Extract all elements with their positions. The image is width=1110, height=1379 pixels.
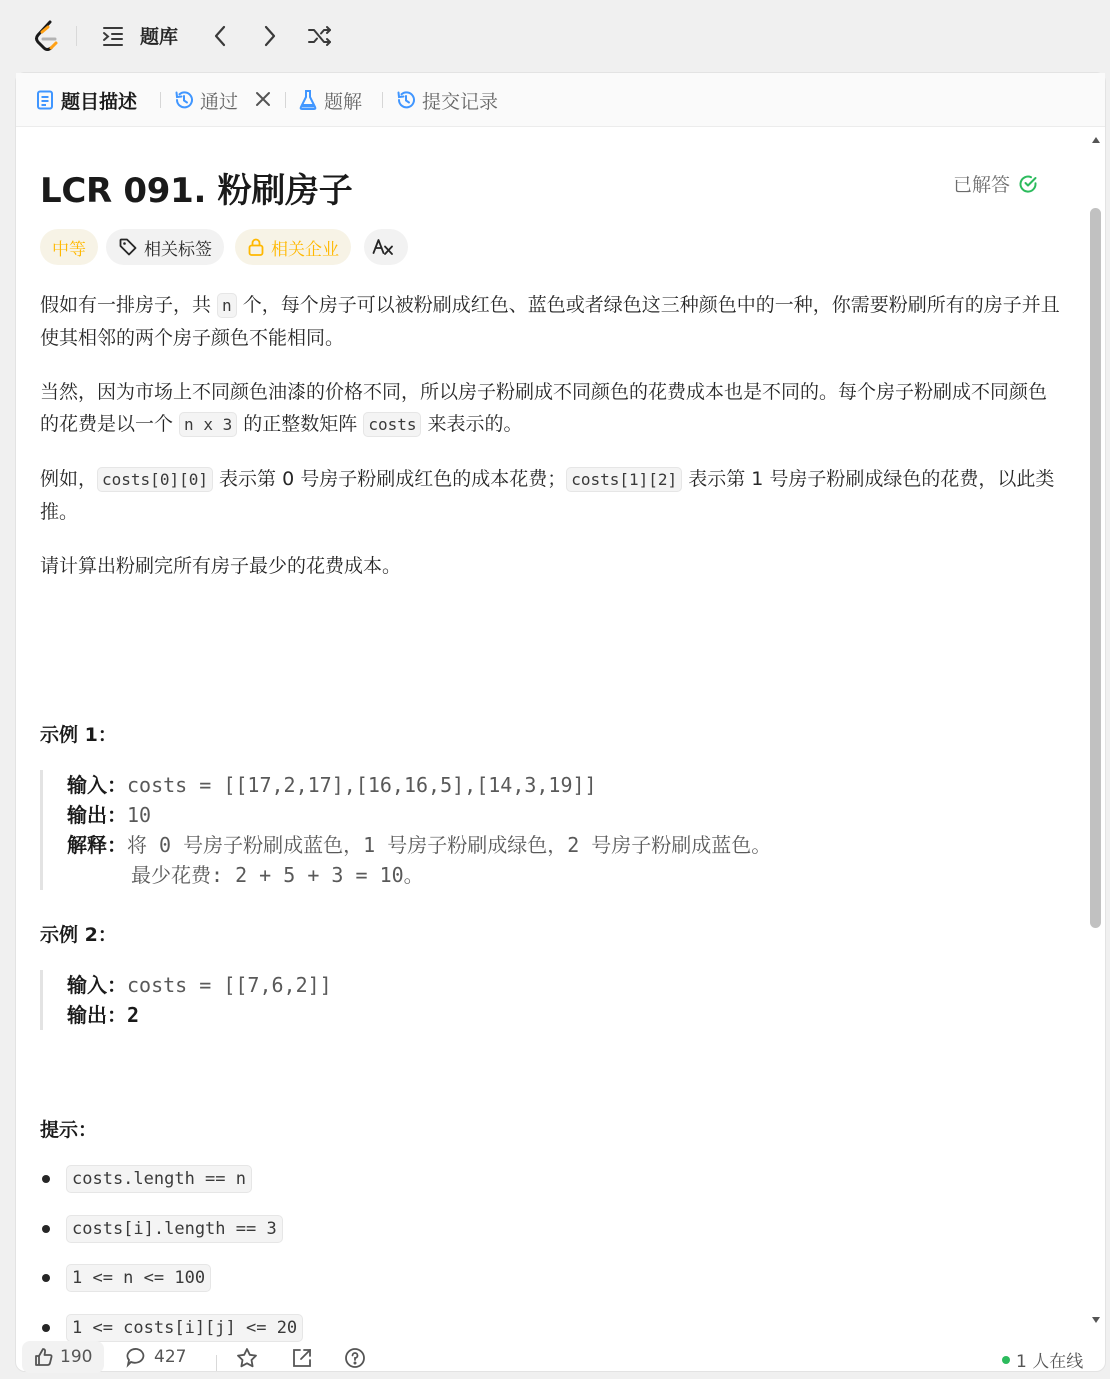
panel-footer (16, 1339, 1105, 1379)
shuffle-icon (307, 25, 333, 47)
like-button[interactable]: 190 (22, 1341, 104, 1373)
list-item: costs[i].length == 3 (40, 1215, 283, 1243)
example-1-output: 输出：10 (67, 803, 152, 827)
list-item: 1 <= costs[i][j] <= 20 (40, 1314, 303, 1342)
scroll-up-icon[interactable] (1090, 134, 1102, 146)
solved-status (953, 170, 1038, 197)
related-tags-label: 相关标签 (144, 239, 212, 260)
nav-title-problemset[interactable]: 题库 (140, 26, 179, 48)
tab-description[interactable] (34, 86, 137, 114)
example-1-heading: 示例 1： (40, 724, 117, 746)
tab-divider (285, 92, 286, 108)
tab-accepted[interactable] (173, 86, 238, 114)
history-icon (173, 89, 195, 111)
list-item: 1 <= n <= 100 (40, 1264, 211, 1292)
inline-code: costs (363, 412, 421, 437)
example-1-block (40, 770, 940, 890)
tab-divider (382, 92, 383, 108)
random-problem-button[interactable] (306, 22, 334, 50)
next-problem-button[interactable] (257, 22, 283, 50)
inline-code: costs[0][0] (97, 467, 213, 492)
inline-code: n x 3 (179, 412, 237, 437)
solved-status-label: 已解答 (952, 174, 1010, 196)
share-icon (291, 1347, 313, 1369)
example-1-explanation: 解释：将 0 号房子粉刷成蓝色，1 号房子粉刷成绿色，2 号房子粉刷成蓝色。 (67, 833, 772, 857)
tab-solutions-label: 题解 (324, 90, 363, 113)
panel-tab-bar (16, 73, 1105, 127)
inline-code: costs[1][2] (566, 467, 682, 492)
online-dot (1002, 1356, 1010, 1364)
example-2-output: 输出：2 (67, 1003, 140, 1027)
problem-title: LCR 091. 粉刷房子 (40, 171, 353, 211)
share-button[interactable] (291, 1347, 319, 1369)
example-1-explanation-2: 最少花费: 2 + 5 + 3 = 10。 (131, 863, 424, 887)
example-2-input: 输入：costs = [[7,6,2]] (67, 973, 332, 997)
document-icon (34, 89, 56, 111)
scroll-down-icon[interactable] (1090, 1314, 1102, 1326)
example-2-block (40, 970, 940, 1030)
comments-button[interactable]: 427 (126, 1347, 186, 1367)
description-paragraph-4: 请计算出粉刷完所有房子最少的花费成本。 (40, 555, 402, 577)
lock-icon (247, 237, 265, 257)
chevron-right-icon (263, 25, 277, 47)
chevron-left-icon (213, 25, 227, 47)
flask-icon (297, 89, 319, 111)
tab-solutions[interactable] (297, 86, 362, 114)
favorite-button[interactable] (236, 1347, 264, 1369)
thumbs-up-icon (34, 1347, 54, 1367)
description-paragraph-3: 例如， costs[0][0] 表示第 0 号房子粉刷成红色的成本花费； costs[1][2] 表示第 1 号房子粉刷成绿色的花费，以此类推。 (40, 468, 1055, 523)
related-tags-button[interactable] (106, 229, 224, 265)
prev-problem-button[interactable] (207, 22, 233, 50)
description-paragraph-2: 当然，因为市场上不同颜色油漆的价格不同，所以房子粉刷成不同颜色的花费成本也是不同的。每个房子粉刷成不同颜色的花费是以一个 n x 3 的正整数矩阵 costs 来表示的。 (40, 381, 1048, 435)
tab-divider (160, 92, 161, 108)
example-1-input: 输入：costs = [[17,2,17],[16,16,5],[14,3,19]] (67, 773, 597, 797)
related-companies-label: 相关企业 (271, 239, 339, 260)
nav-divider (76, 26, 77, 46)
content-scrollbar[interactable] (1086, 128, 1106, 1373)
tag-icon (118, 237, 138, 257)
scroll-thumb[interactable] (1090, 208, 1101, 928)
difficulty-badge: 中等 (40, 229, 98, 265)
tab-accepted-label: 通过 (200, 90, 239, 113)
top-navbar (0, 0, 1110, 72)
translate-icon (372, 237, 394, 257)
help-button[interactable] (344, 1347, 372, 1369)
example-2-heading: 示例 2： (40, 924, 117, 946)
comment-icon (126, 1347, 148, 1367)
star-icon (236, 1347, 258, 1369)
leetcode-logo-icon[interactable] (32, 19, 64, 53)
online-count: 1 人在线 (1002, 1347, 1083, 1372)
history-icon (395, 89, 417, 111)
question-circle-icon (344, 1347, 366, 1369)
footer-divider (216, 1355, 217, 1371)
hints-heading: 提示： (40, 1119, 98, 1141)
list-item: costs.length == n (40, 1165, 252, 1193)
close-icon[interactable] (254, 90, 272, 108)
tab-description-label: 题目描述 (61, 90, 138, 113)
check-circle-icon (1018, 174, 1038, 194)
description-paragraph-1: 假如有一排房子，共 n 个，每个房子可以被粉刷成红色、蓝色或者绿色这三种颜色中的一种，你需要粉刷所有的房子并且使其相邻的两个房子颜色不能相同。 (40, 294, 1060, 349)
related-companies-button[interactable] (235, 229, 351, 265)
tab-submissions[interactable] (395, 86, 498, 114)
problem-content (16, 128, 1086, 1373)
problem-list-icon[interactable] (101, 24, 125, 48)
inline-code: n (217, 293, 237, 318)
tab-submissions-label: 提交记录 (422, 90, 499, 113)
translate-button[interactable] (364, 229, 408, 265)
description-panel (15, 72, 1106, 1372)
